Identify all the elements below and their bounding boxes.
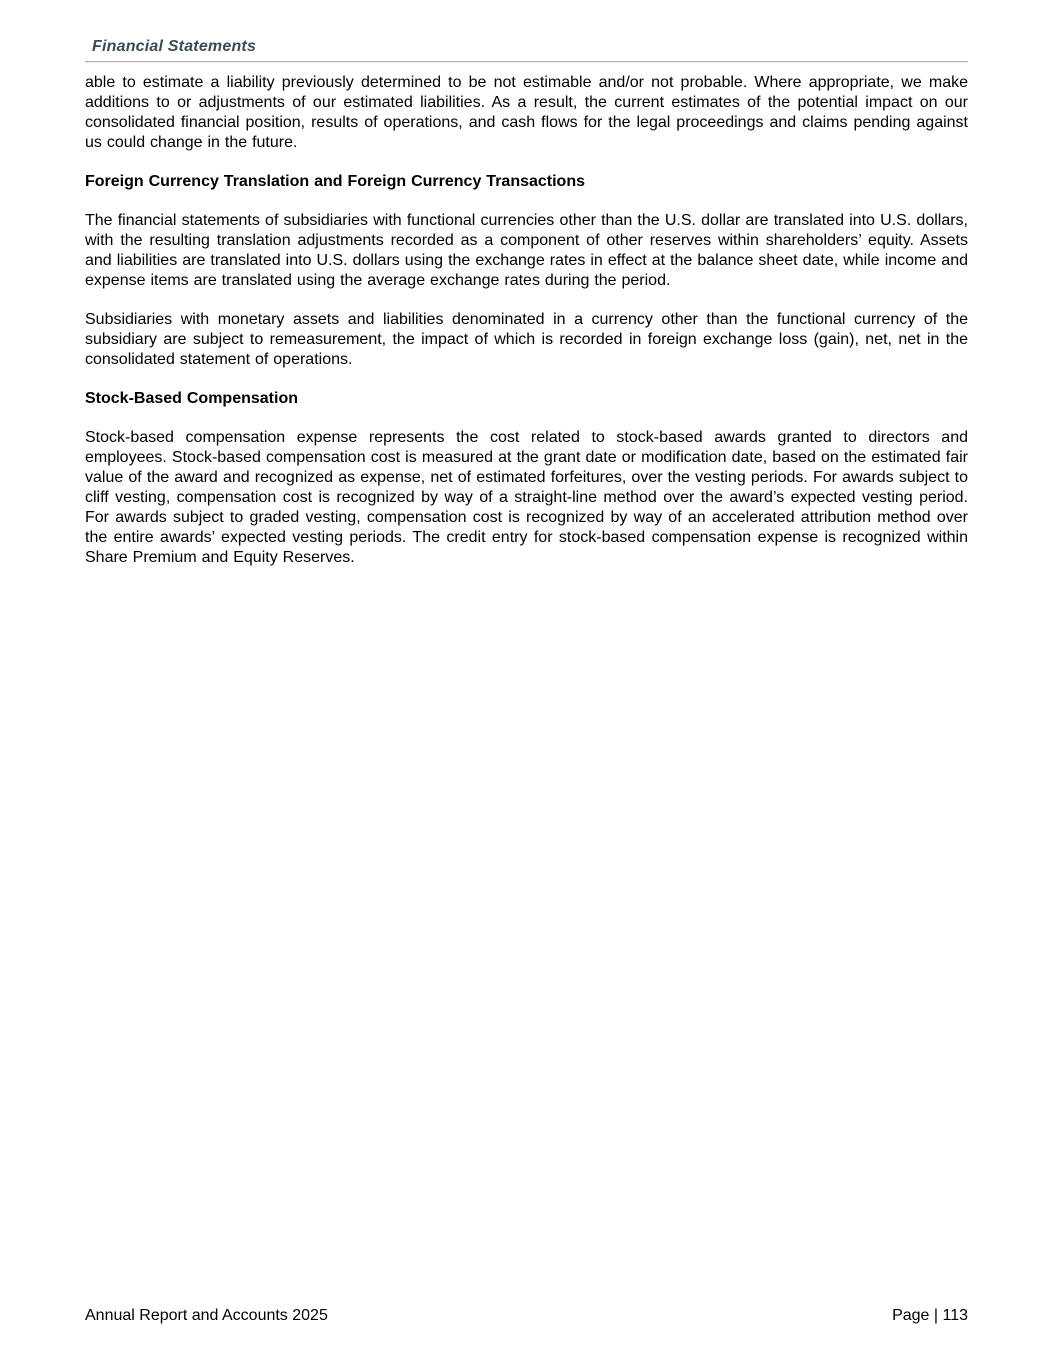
heading-stock-based-compensation: Stock-Based Compensation <box>85 390 298 407</box>
header-divider <box>85 61 968 63</box>
document-footer <box>85 1307 968 1325</box>
footer-page-number: Page | 113 <box>892 1307 968 1324</box>
page-title: Financial Statements <box>92 38 257 55</box>
paragraph-stock-compensation-expense: Stock-based compensation expense represents the cost related to stock-based awards granted to directors and employees. Stock-based compensation cost is measured at the grant date or modification date, based on the estimated fair value of the award and recognized as expense, net of estimated forfeitures, over the vesting periods. For awards subject to cliff vesting, compensation cost is recognized by way of a straight-line method over the award’s expected vesting period. For awards subject to graded vesting, compensation cost is recognized by way of an accelerated attribution method over the entire awards’ expected vesting periods. The credit entry for stock-based compensation expense is recognized within Share Premium and Equity Reserves. <box>85 429 968 566</box>
document-body <box>85 73 968 587</box>
heading-foreign-currency-translation: Foreign Currency Translation and Foreign Currency Transactions <box>85 173 585 190</box>
paragraph-functional-currencies: The financial statements of subsidiaries with functional currencies other than the U.S. dollar are translated into U.S. dollars, with the resulting translation adjustments recorded as a component of other reserves within shareholders’ equity. Assets and liabilities are translated into U.S. dollars using the exchange rates in effect at the balance sheet date, while income and expense items are translated using the average exchange rates during the period. <box>85 212 968 289</box>
document-header <box>85 38 968 63</box>
footer-report-title: Annual Report and Accounts 2025 <box>85 1307 328 1324</box>
paragraph-monetary-remeasurement: Subsidiaries with monetary assets and liabilities denominated in a currency other than the functional currency of the subsidiary are subject to remeasurement, the impact of which is recorded in foreign exchange loss (gain), net, net in the consolidated statement of operations. <box>85 311 968 368</box>
paragraph-liability-estimates: able to estimate a liability previously determined to be not estimable and/or not probable. Where appropriate, we make additions to or adjustments of our estimated liabilities. As a result, the current estimates of the potential impact on our consolidated financial position, results of operations, and cash flows for the legal proceedings and claims pending against us could change in the future. <box>85 74 968 151</box>
